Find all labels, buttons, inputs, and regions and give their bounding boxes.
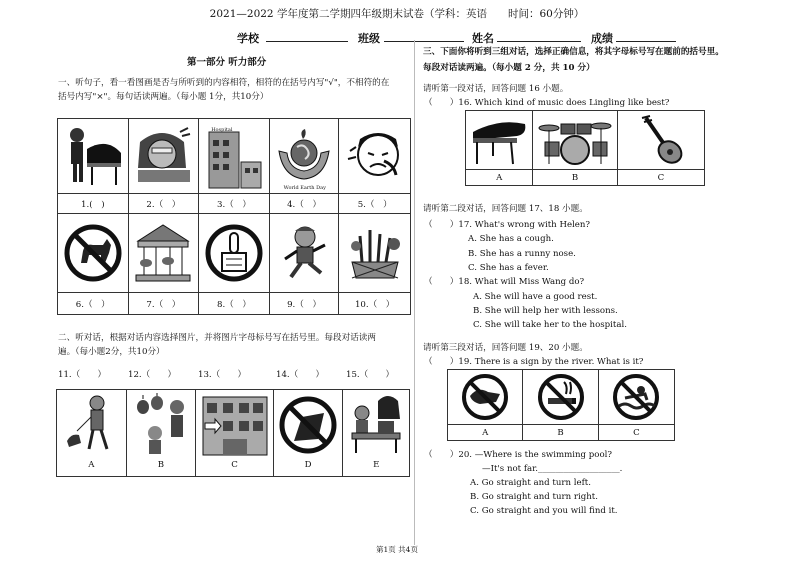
answer-blank-5[interactable]: 5.（ ）	[357, 199, 392, 210]
q2-picture-d	[274, 390, 344, 476]
q1-instruction-line1: 一、听句子，看一看图画是否与所听到的内容相符，相符的在括号内写"√"，不相符的在	[58, 78, 390, 88]
q1-picture-grid	[57, 118, 411, 315]
answer-blank-13[interactable]: 13.（ ）	[198, 370, 247, 380]
question-20: （ ）20. —Where is the swimming pool?	[424, 450, 612, 460]
festival-basket-icon	[344, 222, 406, 284]
q19-picture-grid	[447, 369, 675, 441]
earth-day-picture	[270, 119, 340, 193]
q2-picture-e	[343, 390, 409, 476]
page-number: 第1页 共4页	[376, 545, 418, 554]
running-boy-icon	[275, 223, 333, 283]
q2-instruction-line1: 二、听对话，根据对话内容选择图片，并将图片字母标号写在括号里。每段对话读两	[58, 333, 376, 343]
sick-girl-icon	[132, 124, 194, 188]
sick-girl-picture	[129, 119, 200, 193]
building-arrow-icon	[201, 393, 269, 457]
q16-piano-picture	[466, 111, 533, 169]
q2-letter-e: E	[373, 460, 380, 470]
name-blank	[497, 41, 581, 42]
q18-option-a: A. She will have a good rest.	[473, 292, 598, 302]
q2-pictures-row	[57, 390, 409, 476]
q19-letter-a: A	[448, 425, 523, 440]
q16-drums-picture	[533, 111, 617, 169]
q16-picture-grid	[465, 110, 705, 186]
q19-sign-b	[523, 370, 598, 424]
no-smoking-sign-icon	[536, 372, 586, 422]
answer-blank-14[interactable]: 14.（ ）	[276, 370, 325, 380]
no-dogs-picture	[58, 214, 129, 292]
earth-hands-icon	[275, 129, 333, 183]
dialogue1-intro: 请听第一段对话，回答问题 16 小题。	[423, 84, 569, 94]
q19-sign-c	[599, 370, 674, 424]
q17-option-c: C. She has a fever.	[468, 263, 549, 273]
festival-food-picture	[339, 214, 410, 292]
no-dogs-sign-icon	[63, 223, 123, 283]
q20-option-a: A. Go straight and turn left.	[470, 478, 591, 488]
dialogue3-intro: 请听第三段对话，回答问题 19、20 小题。	[423, 343, 588, 353]
q17-option-a: A. She has a cough.	[468, 234, 554, 244]
question-16: （ ）16. Which kind of music does Lingling like best?	[424, 98, 670, 108]
q2-letter-c: C	[231, 460, 238, 470]
score-blank	[616, 41, 676, 42]
drum-kit-icon	[537, 114, 613, 166]
piano-player-picture	[58, 119, 129, 193]
answer-blank-7[interactable]: 7.（ ）	[129, 293, 200, 314]
earth-day-caption: World Earth Day	[283, 185, 326, 192]
q2-instruction	[58, 331, 408, 359]
q20-reply: —It's not far.___________________.	[482, 464, 623, 474]
grand-piano-icon	[469, 114, 529, 166]
exam-title: 2021—2022 学年度第二学期四年级期末试卷（学科：英语 时间：60分钟）	[209, 8, 585, 20]
q19-sign-a	[448, 370, 523, 424]
name-label: 姓名	[472, 32, 494, 45]
q1-instruction	[58, 76, 408, 104]
running-boy-picture	[270, 214, 340, 292]
question-18: （ ）18. What will Miss Wang do?	[424, 277, 585, 287]
q2-instruction-line2: 遍。（每小题2分，共10分）	[58, 347, 165, 357]
q1-instruction-line2: 括号内写"×"。每句话读两遍。（每小题 1分，共10分）	[58, 92, 269, 102]
dialogue2-intro: 请听第二段对话，回答问题 17、18 小题。	[423, 204, 588, 214]
q19-pictures-row	[448, 370, 674, 425]
answer-blank-10[interactable]: 10.（ ）	[354, 299, 395, 310]
q2-picture-b	[127, 390, 197, 476]
q19-letter-c: C	[633, 427, 640, 438]
q1-row2-labels	[58, 293, 410, 314]
q16-letter-b: B	[533, 170, 617, 185]
q3-instruction-line1: 三、下面你将听到三组对话，选择正确信息，将其字母标号写在题前的括号里。	[423, 47, 724, 57]
question-19: （ ）19. There is a sign by the river. What is it?	[424, 357, 644, 367]
q2-picture-c	[196, 390, 274, 476]
column-divider	[414, 40, 415, 545]
question-17: （ ）17. What's wrong with Helen?	[424, 220, 591, 230]
answer-blank-3[interactable]: 3.（ ）	[199, 194, 270, 213]
q19-letters-row	[448, 425, 674, 440]
answer-blank-12[interactable]: 12.（ ）	[128, 370, 177, 380]
hospital-sign-text: Hospital	[211, 127, 233, 133]
hospital-picture	[199, 119, 270, 193]
class-blank	[384, 41, 464, 42]
keep-quiet-sign-icon	[204, 223, 264, 283]
q2-letter-a: A	[88, 460, 95, 470]
answer-blank-9[interactable]: 9.（ ）	[270, 293, 340, 314]
score-label: 成绩	[591, 32, 613, 45]
q19-letter-b: B	[523, 425, 598, 440]
answer-blank-1[interactable]: 1.( )	[58, 194, 129, 213]
quiet-sign-picture	[199, 214, 270, 292]
q18-option-c: C. She will take her to the hospital.	[473, 320, 627, 330]
school-label: 学校	[237, 32, 259, 45]
q16-letter-c: C	[657, 172, 665, 183]
carousel-picture	[129, 214, 200, 292]
walking-dog-icon	[63, 393, 119, 457]
answer-blank-2[interactable]: 2.（ ）	[129, 194, 200, 213]
answer-blank-4[interactable]: 4.（ ）	[270, 194, 340, 213]
carousel-icon	[132, 221, 194, 285]
part-title: 第一部分 听力部分	[187, 57, 267, 68]
q1-row1-pictures	[58, 119, 410, 194]
q1-row2-pictures	[58, 214, 410, 293]
no-swimming-sign-icon	[611, 372, 661, 422]
q16-pictures-row	[466, 111, 704, 170]
q3-instruction	[423, 45, 788, 75]
piano-player-icon	[63, 123, 123, 189]
q2-letter-d: D	[304, 460, 312, 470]
q16-letters-row	[466, 170, 704, 185]
answer-blank-15[interactable]: 15.（ ）	[346, 370, 395, 380]
answer-blank-6[interactable]: 6.（ ）	[58, 293, 129, 314]
q16-pipa-picture	[618, 111, 704, 169]
answer-blank-11[interactable]: 11.（ ）	[58, 370, 107, 380]
toothache-boy-picture	[339, 119, 410, 193]
class-label: 班级	[358, 32, 380, 45]
lanterns-kids-icon	[133, 393, 189, 457]
q2-answer-row	[58, 368, 412, 382]
q16-letter-a: A	[466, 170, 533, 185]
answer-blank-8[interactable]: 8.（ ）	[199, 293, 270, 314]
toothache-boy-icon	[346, 125, 404, 187]
pipa-lute-icon	[636, 114, 686, 166]
school-blank	[266, 41, 348, 42]
no-fishing-sign-icon	[460, 372, 510, 422]
q20-option-b: B. Go straight and turn right.	[470, 492, 598, 502]
q3-instruction-line2: 每段对话读两遍。（每小题 2 分，共 10 分）	[423, 63, 595, 73]
q18-option-b: B. She will help her with lessons.	[473, 306, 618, 316]
q20-option-c: C. Go straight and you will find it.	[470, 506, 618, 516]
q17-option-b: B. She has a runny nose.	[468, 249, 576, 259]
q2-letter-b: B	[157, 460, 165, 470]
studying-kids-icon	[348, 393, 404, 457]
q2-picture-grid	[56, 389, 410, 477]
no-littering-sign-icon	[278, 393, 338, 457]
q1-row1-labels	[58, 194, 410, 214]
q2-picture-a	[57, 390, 127, 476]
